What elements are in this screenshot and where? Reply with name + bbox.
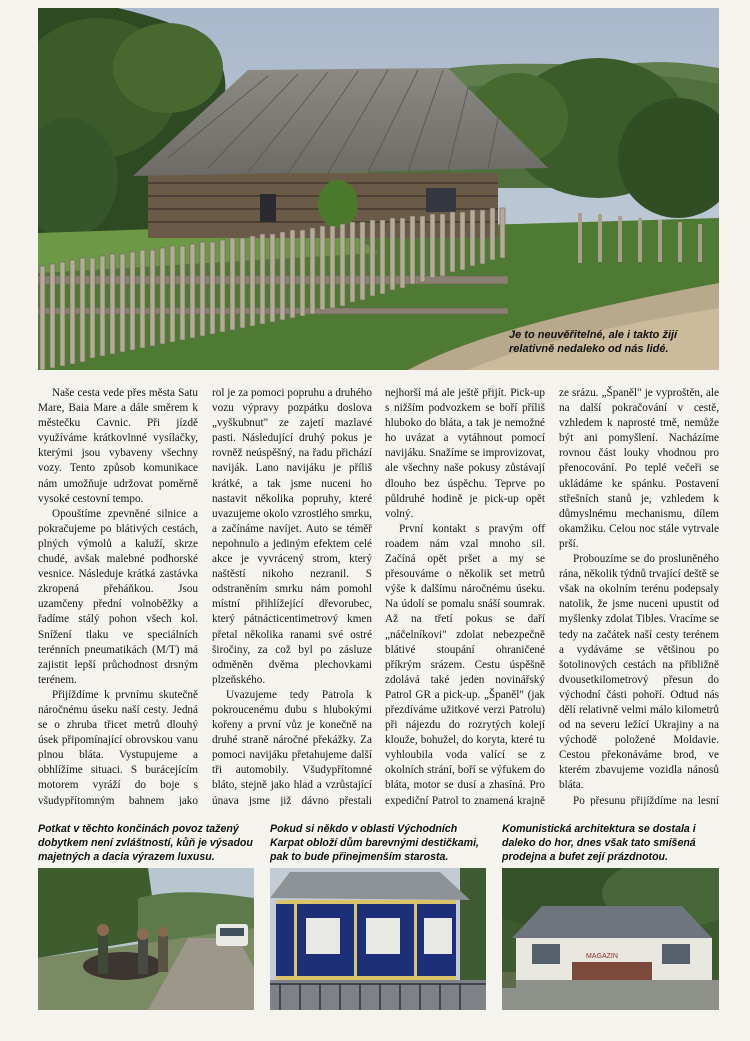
text-column-1 xyxy=(38,386,198,806)
paragraph: Naše cesta vede přes města Satu Mare, Baia Mare a dále směrem k městečku Cavnic. Při jízdě využíváme krátkovlnné vysílačky, kterými jsou vybaveny všechny vozy. Tento způsob komunikace nám umožňuje udržovat poměrně vysoké cestovní tempo. xyxy=(38,387,198,505)
caption-tiled-house: Pokud si někdo v oblasti Východních Karpat obloží dům barevnými destičkami, pak to bude přinejmenším starosta. xyxy=(270,823,479,863)
paragraph: První kontakt s pravým off roadem nám vzal mnoho sil. Začíná opět pršet a my se přesouváme o několik set metrů výše k dalšímu náročnému úseku. Na údolí se pomalu snáší soumrak. Až na třetí pokus se daří „náčelníkovi" zdolat nebezpečně blátivé stoupání ohraničené příkrým srázem. Cestu úspěšně zdolává také jeden novinářský Patrol GR a pick-up. „Španěl" (jak přezdíváme užitkové verzi Patrolu) při nájezdu do rozrytých kolejí klouže, bohužel, do koryta, které tu vyhloubila voda valící se z okolních strání, boří se výfukem do bláta, motor se dusí a zhasíná. Pro expediční Patrol to znamená krajně xyxy=(385,522,545,806)
oxcart-image xyxy=(38,868,254,1010)
caption-oxcart: Potkat v těchto končinách povoz tažený dobytkem není zvláštností, kůň je výsadou majetných a dacia výrazem luxusu. xyxy=(38,823,253,863)
tiled-house-photo xyxy=(270,868,486,1010)
text-column-3 xyxy=(385,386,545,806)
oxcart-photo xyxy=(38,868,254,1010)
hero-photo xyxy=(38,8,719,370)
photo-captions xyxy=(38,822,719,866)
paragraph: Po přesunu přijíždíme na lesní xyxy=(573,794,719,806)
text-column-2 xyxy=(212,386,372,806)
village-store-photo xyxy=(502,868,719,1010)
tiled-house-image xyxy=(270,868,486,1010)
store-sign: MAGAZIN xyxy=(586,953,618,960)
paragraph: Probouzíme se do prosluněného rána, několik týdnů trvající deště se však na okolním terénu podepsaly natolik, že jsme nuceni upustit od myšlenky zdolat Tibles. Vracíme se tedy na začátek naší cesty terénem a vydáváme se většinou po šotolinových cestách na přibližně dvousetkilometrový přesun do východní části pohoří. Odtud nás dělí relativně velmi málo kilometrů od na severu ležící Ukrajiny a na východě položené Moldavie. Cestou překonáváme brod, ve kterém zbavujeme vozidla nánosů bláta. xyxy=(559,553,719,792)
paragraph: rol je za pomoci popruhu a druhého vozu výpravy pozpátku doslova „vyškubnut" ze zajetí mazlavé pasti. Následující druhý pokus je rovněž neúspěšný, na řadu přichází naviják. Lano navijáku je příliš krátké, a tak jsme nuceni ho nastavit několika popruhy, které uvazujeme okolo vzrostlého smrku, a začínáme navíjet. Auto se téměř nepohnulo a jediným efektem celé akce je vyvrácený strom, který naštěstí nikoho nezranil. S odstraněním smrku nám pomohl místní přihlížející dřevorubec, který pátnácticentimetrový kmen přetal několika ranami své ostré širočiny, za což byl po zásluze odměněn dvěma plechovkami plzeňského. xyxy=(212,387,372,686)
text-column-4 xyxy=(559,386,719,806)
article-body xyxy=(38,386,719,808)
hero-caption: Je to neuvěřitelné, ale i takto žijí relativně nedaleko od nás lidé. xyxy=(509,329,678,355)
village-store-image xyxy=(502,868,719,1010)
paragraph: nejhorší má ale ještě přijít. Pick-up s nižším podvozkem se boří příliš hluboko do bláta, a tak je nemožné ho uvázat a vytáhnout pomocí navijáku. Snažíme se improvizovat, ale všechny naše pokusy zůstávají dlouho bez úspěchu. Teprve po půldruhé hodině je pick-up opět volný. xyxy=(385,387,545,520)
old-wooden-house-image xyxy=(38,8,719,370)
caption-store: Komunistická architektura se dostala i daleko do hor, dnes však tato smíšená prodejna a bufet zejí prázdnotou. xyxy=(502,823,696,863)
paragraph: ze srázu. „Španěl" je vyproštěn, ale na další pokračování v cestě, vzhledem k naprosté tmě, nemůže být ani pomyšlení. Nacházíme rovnou část louky vhodnou pro přenocování. Po teplé večeři se ukládáme ke spánku. Postavení střešních stanů je, vzhledem k důmyslnému mechanismu, dílem okamžiku. Celou noc stále vytrvale prší. xyxy=(559,387,719,550)
paragraph: Opouštíme zpevněné silnice a pokračujeme po blátivých cestách, plných výmolů a kaluží, skrze chudé, avšak malebné podhorské vesnice. Následuje krátká zastávka zkropená přeháňkou. Jsou uzamčeny přední volnoběžky a řadíme stálý pohon všech kol. Snížení tlaku ve speciálních terénních pneumatikách (M/T) má zajistit lepší průchodnost drsným terénem. xyxy=(38,507,198,686)
paragraph: Přijíždíme k prvnímu skutečně náročnému úseku naší cesty. Jedná se o zhruba třicet metrů dlouhý úsek připomínající obrovskou vanu plnou bláta. Vystupujeme a obhlížíme situaci. S burácejícím motorem vyráží do boje s všudypřítomným bahnem jako xyxy=(38,688,198,806)
paragraph: Uvazujeme tedy Patrola k pokroucenému dubu s hlubokými kořeny a první vůz je konečně na druhé straně náročné překážky. Za pomoci navijáku přetahujeme další tři automobily. Všudypřítomné bláto, stejně jako hlad a vzrůstající únava jsme již dávno přestali xyxy=(212,688,372,806)
